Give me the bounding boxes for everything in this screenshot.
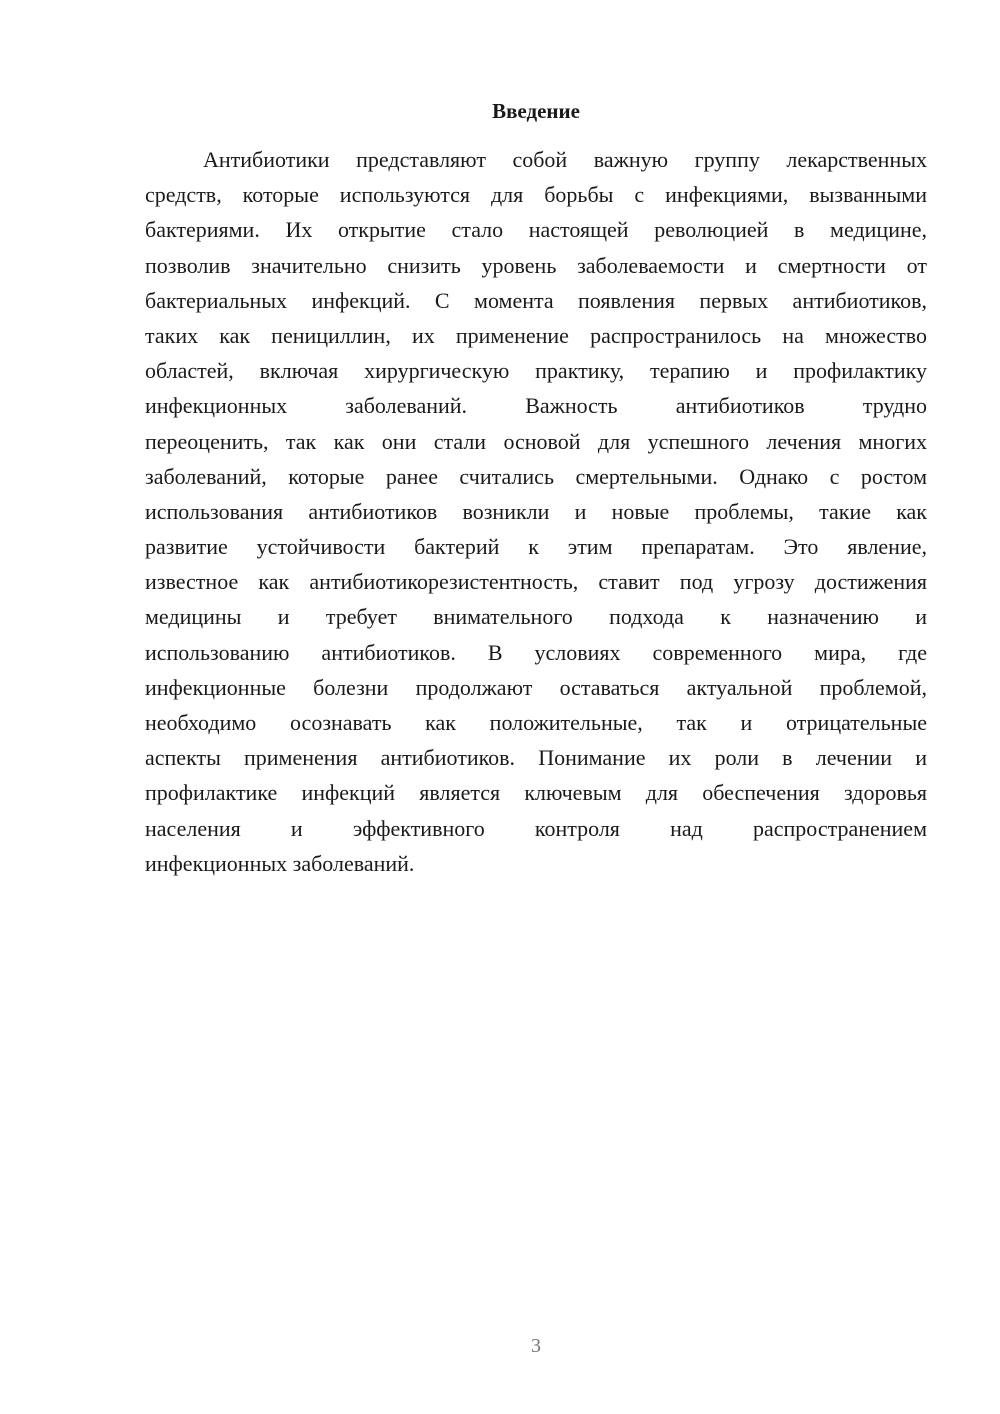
paragraph-line: населения и эффективного контроля над распространением bbox=[145, 815, 927, 841]
paragraph-line: использованию антибиотиков. В условиях современного мира, где bbox=[145, 639, 927, 665]
paragraph-line: таких как пенициллин, их применение распространилось на множество bbox=[145, 322, 927, 348]
paragraph-line: инфекционные болезни продолжают оставаться актуальной проблемой, bbox=[145, 674, 927, 700]
paragraph-line: заболеваний, которые ранее считались смертельными. Однако с ростом bbox=[145, 463, 927, 489]
paragraph-line: известное как антибиотикорезистентность, ставит под угрозу достижения bbox=[145, 569, 927, 595]
paragraph-line: необходимо осознавать как положительные, так и отрицательные bbox=[145, 710, 927, 735]
paragraph-line: профилактике инфекций является ключевым для обеспечения здоровья bbox=[145, 780, 927, 806]
paragraph-line: Антибиотики представляют собой важную группу лекарственных bbox=[203, 147, 927, 172]
paragraph-line: бактериями. Их открытие стало настоящей революцией в медицине, bbox=[145, 217, 927, 243]
paragraph-line: областей, включая хирургическую практику, терапию и профилактику bbox=[145, 358, 927, 384]
body-paragraph bbox=[145, 142, 927, 881]
paragraph-line: средств, которые используются для борьбы с инфекциями, вызванными bbox=[145, 182, 927, 208]
paragraph-line: инфекционных заболеваний. bbox=[145, 850, 415, 876]
section-heading: Введение bbox=[492, 99, 580, 123]
paragraph-line: развитие устойчивости бактерий к этим препаратам. Это явление, bbox=[145, 534, 927, 560]
paragraph-line: переоценить, так как они стали основой для успешного лечения многих bbox=[145, 428, 927, 454]
paragraph-line: медицины и требует внимательного подхода к назначению и bbox=[145, 604, 927, 630]
paragraph-line: аспекты применения антибиотиков. Понимание их роли в лечении и bbox=[145, 745, 927, 771]
page-number: 3 bbox=[531, 1335, 541, 1357]
paragraph-line: инфекционных заболеваний. Важность антибиотиков трудно bbox=[145, 393, 927, 419]
paragraph-line: бактериальных инфекций. С момента появления первых антибиотиков, bbox=[145, 287, 927, 313]
paragraph-line: позволив значительно снизить уровень заболеваемости и смертности от bbox=[145, 252, 927, 278]
paragraph-line: использования антибиотиков возникли и новые проблемы, такие как bbox=[145, 498, 927, 524]
